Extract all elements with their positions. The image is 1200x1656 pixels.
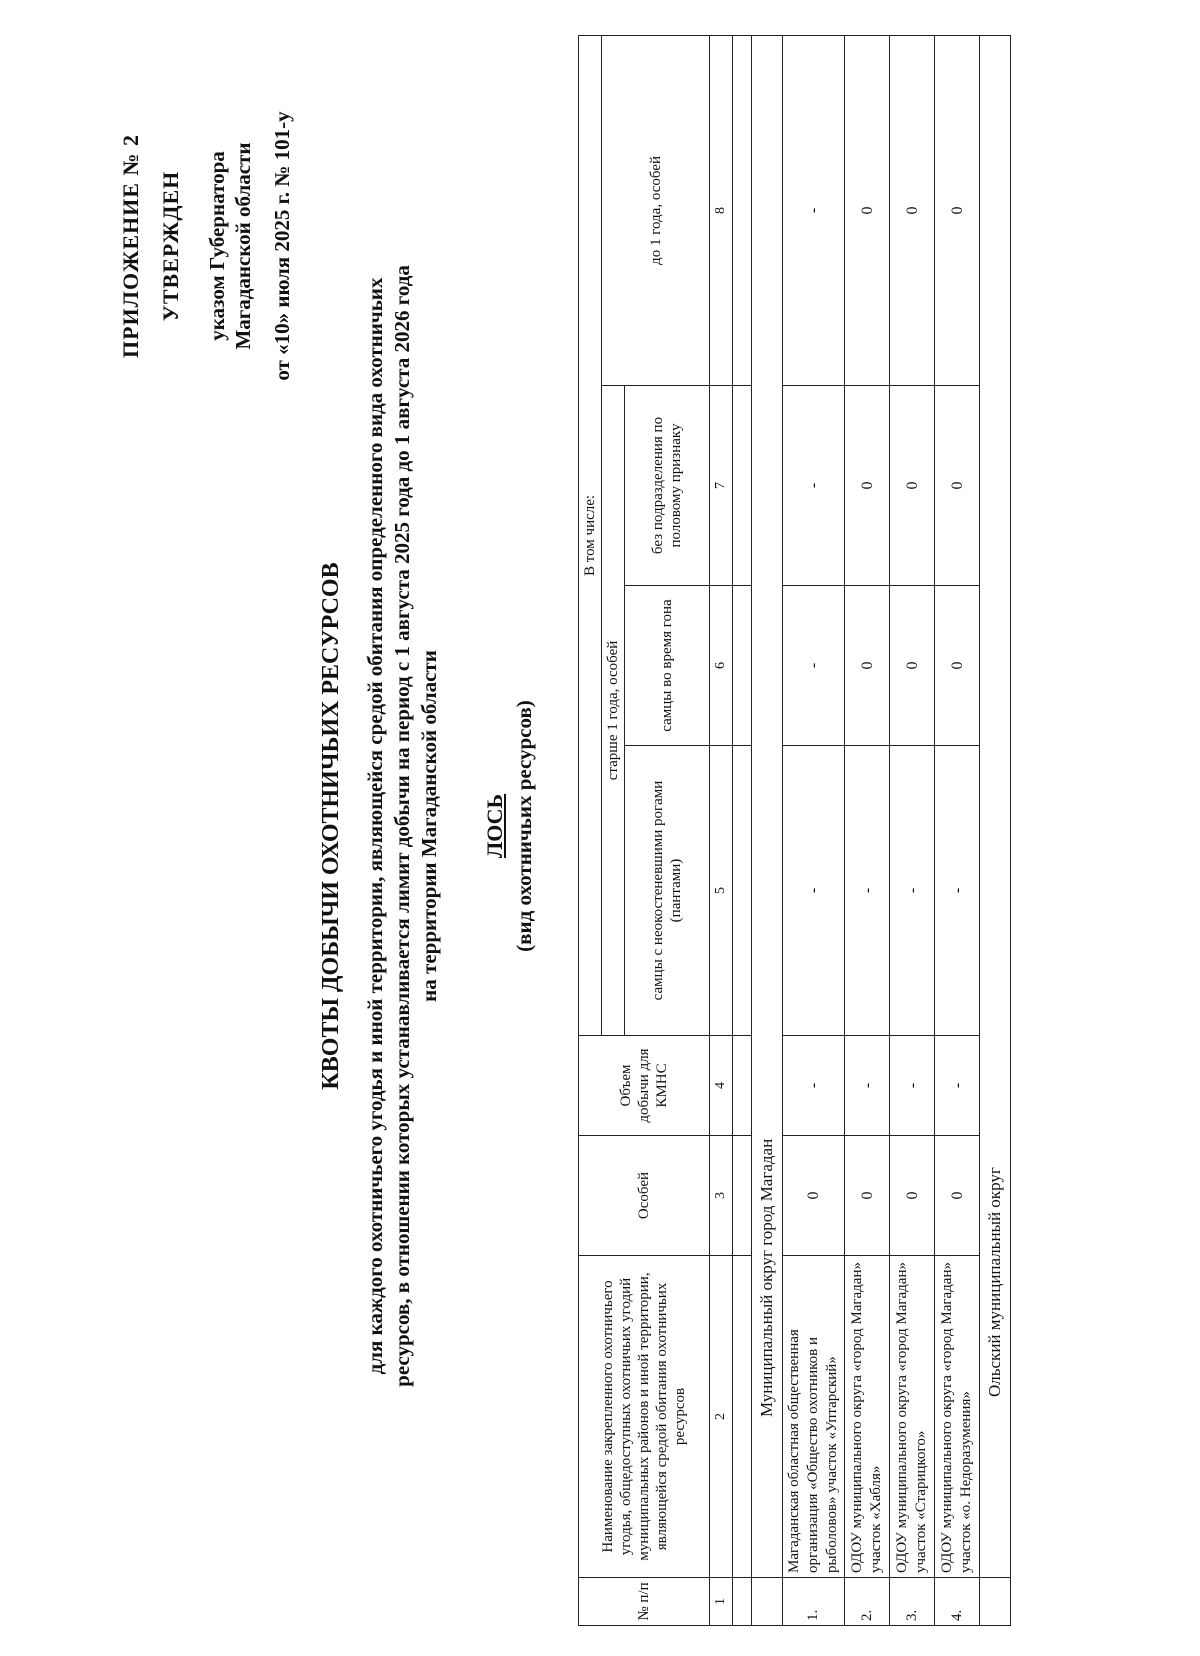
- approved-label: УТВЕРЖДЕН: [158, 170, 183, 322]
- table-row: [845, 35, 890, 1625]
- header-males-rut: самцы во время гона: [625, 586, 710, 746]
- row-num: 3.: [890, 1578, 935, 1626]
- species-note: (вид охотничьих ресурсов): [512, 700, 536, 952]
- approved-by-line2: Магаданской области: [231, 142, 255, 350]
- approval-date: от «10» июля 2025 г. № 101-у: [270, 111, 294, 381]
- row-males-rut: 0: [890, 586, 935, 746]
- row-name: ОДОУ муниципального округа «город Магадан» участок «о. Недоразумения»: [935, 1256, 980, 1578]
- colnum-5: 5: [710, 746, 733, 1036]
- district-olsky: Ольский муниципальный округ: [980, 35, 1011, 1577]
- approved-by: [204, 36, 256, 456]
- row-kmns: -: [845, 1036, 890, 1136]
- colnum-4: 4: [710, 1036, 733, 1136]
- row-count: 0: [845, 1136, 890, 1256]
- row-males-rut: 0: [935, 586, 980, 746]
- row-count: 0: [935, 1136, 980, 1256]
- table-row: [783, 35, 845, 1625]
- header-kmns: Объем добычи для КМНС: [579, 1036, 710, 1136]
- row-num: 4.: [935, 1578, 980, 1626]
- appendix-label: ПРИЛОЖЕНИЕ № 2: [118, 133, 143, 359]
- table-row: [890, 35, 935, 1625]
- row-name: ОДОУ муниципального округа «город Магадан» участок «Хабля»: [845, 1256, 890, 1578]
- subtitle-line1: для каждого охотничьего угодья и иной территории, являющейся средой обитания определенного вида охотничьих: [363, 277, 387, 1375]
- document-title: КВОТЫ ДОБЫЧИ ОХОТНИЧЬИХ РЕСУРСОВ: [318, 562, 344, 1090]
- row-count: 0: [890, 1136, 935, 1256]
- colnum-6: 6: [710, 586, 733, 746]
- approval-block: [118, 36, 295, 456]
- row-no-sex: 0: [845, 386, 890, 586]
- colnum-2: 2: [710, 1256, 733, 1578]
- colnum-3: 3: [710, 1136, 733, 1256]
- row-under1: 0: [845, 35, 890, 385]
- row-males-antlers: -: [890, 746, 935, 1036]
- header-count: Особей: [579, 1136, 710, 1256]
- header-males-antlers: самцы с неокостеневшими рогами (пантами): [625, 746, 710, 1036]
- district-magadan: Муниципальный округ город Магадан: [752, 35, 783, 1577]
- district-row: [980, 35, 1011, 1625]
- colnum-1: 1: [710, 1578, 733, 1626]
- subtitle-line2: ресурсов, в отношении которых устанавливается лимит добычи на период с 1 августа 2025 года до 1 августа 2026 года: [390, 265, 414, 1387]
- header-row-1: [579, 35, 602, 1625]
- colnum-7: 7: [710, 386, 733, 586]
- row-under1: 0: [890, 35, 935, 385]
- header-num: № п/п: [579, 1578, 710, 1626]
- species-name: ЛОСЬ: [482, 793, 507, 859]
- row-name: ОДОУ муниципального округа «город Магадан» участок «Старицкого»: [890, 1256, 935, 1578]
- row-males-antlers: -: [845, 746, 890, 1036]
- document-subtitle: [362, 86, 443, 1566]
- table-row: [935, 35, 980, 1625]
- row-under1: -: [783, 35, 845, 385]
- header-no-sex: без подразделения по половому признаку: [625, 386, 710, 586]
- row-no-sex: 0: [935, 386, 980, 586]
- district-row: [752, 35, 783, 1625]
- row-kmns: -: [783, 1036, 845, 1136]
- header-under1: до 1 года, особей: [602, 35, 710, 385]
- approved-by-line1: указом Губернатора: [205, 151, 229, 341]
- row-under1: 0: [935, 35, 980, 385]
- row-num: 1.: [783, 1578, 845, 1626]
- subtitle-line3: на территории Магаданской области: [417, 650, 441, 1002]
- header-name: Наименование закрепленного охотничьего угодья, общедоступных охотничьих угодий муниципальных районов и иной территории, являющейся средой обитания охотничьих ресурсов: [579, 1256, 710, 1578]
- row-kmns: -: [890, 1036, 935, 1136]
- colnum-8: 8: [710, 35, 733, 385]
- quota-table: [578, 35, 1011, 1626]
- row-males-rut: -: [783, 586, 845, 746]
- row-num: 2.: [845, 1578, 890, 1626]
- row-kmns: -: [935, 1036, 980, 1136]
- row-count: 0: [783, 1136, 845, 1256]
- header-older: старше 1 года, особей: [602, 386, 625, 1036]
- row-males-rut: 0: [845, 586, 890, 746]
- header-including: В том числе:: [579, 35, 602, 1035]
- row-no-sex: 0: [890, 386, 935, 586]
- column-numbers-row: [710, 35, 733, 1625]
- row-males-antlers: -: [783, 746, 845, 1036]
- row-no-sex: -: [783, 386, 845, 586]
- row-males-antlers: -: [935, 746, 980, 1036]
- spacer-row: [733, 35, 752, 1625]
- row-name: Магаданская областная общественная организация «Общество охотников и рыболовов» участок «Уптарский»: [783, 1256, 845, 1578]
